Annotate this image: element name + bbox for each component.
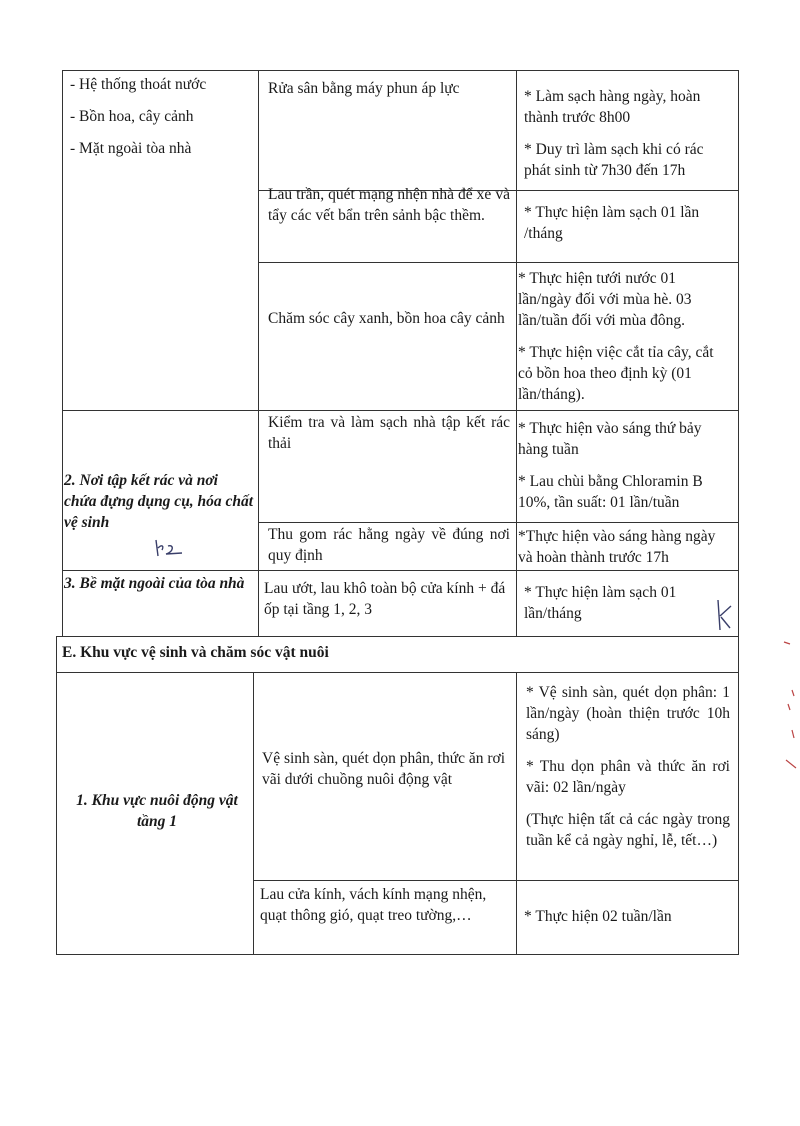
area-item: - Mặt ngoài tòa nhà (70, 140, 192, 157)
frequency-cell: * Làm sạch hàng ngày, hoàn thành trước 8h00 * Duy trì làm sạch khi có rác phát sinh từ 7h30 đến 17h (524, 88, 704, 179)
task-cell: Lau ướt, lau khô toàn bộ cửa kính + đá ốp tại tầng 1, 2, 3 (264, 580, 506, 618)
area-label: 1. Khu vực nuôi động vật tầng 1 (76, 792, 238, 830)
task-cell: Lau cửa kính, vách kính mạng nhện, quạt thông gió, quạt treo tường,… (260, 886, 487, 924)
task-cell: Lau trần, quét mạng nhện nhà để xe và tẩy các vết bẩn trên sảnh bậc thềm. (268, 186, 510, 224)
frequency-cell: * Thực hiện làm sạch 01 lần/tháng (524, 584, 677, 622)
task-cell: Thu gom rác hằng ngày về đúng nơi quy định (268, 526, 510, 564)
scan-artifact (782, 640, 798, 780)
task-cell: Rửa sân bằng máy phun áp lực (268, 80, 460, 97)
task-cell: Chăm sóc cây xanh, bồn hoa cây cảnh (268, 310, 505, 327)
area-item: - Hệ thống thoát nước (70, 76, 207, 93)
initials-mark (712, 598, 734, 632)
frequency-cell: * Thực hiện tưới nước 01 lần/ngày đối với mùa hè. 03 lần/tuần đối với mùa đông. * Thực hiện việc cắt tỉa cây, cắt cỏ bồn hoa theo định kỳ (01 lần/tháng). (518, 270, 714, 403)
frequency-cell: * Vệ sinh sàn, quét dọn phân: 1 lần/ngày (hoàn thiện trước 10h sáng) * Thu dọn phân và thức ăn rơi vãi: 02 lần/ngày (Thực hiện tất cả các ngày trong tuần kể cả ngày nghỉ, lễ, tết…) (526, 684, 730, 849)
task-cell: Kiểm tra và làm sạch nhà tập kết rác thải (268, 414, 510, 452)
area-item: - Bồn hoa, cây cảnh (70, 108, 194, 125)
area-label: 2. Nơi tập kết rác và nơi chứa đựng dụng cụ, hóa chất vệ sinh (64, 472, 254, 531)
frequency-cell: * Thực hiện 02 tuần/lần (524, 908, 672, 925)
section-heading: E. Khu vực vệ sinh và chăm sóc vật nuôi (62, 644, 329, 661)
area-list-cell (70, 74, 255, 159)
frequency-cell: *Thực hiện vào sáng hàng ngày và hoàn thành trước 17h (518, 528, 716, 566)
area-label: 3. Bề mặt ngoài của tòa nhà (64, 575, 245, 592)
initials-mark (152, 536, 188, 560)
frequency-cell: * Thực hiện vào sáng thứ bảy hàng tuần * Lau chùi bằng Chloramin B 10%, tần suất: 01 lần/tuần (518, 420, 703, 511)
frequency-cell: * Thực hiện làm sạch 01 lần /tháng (524, 204, 700, 242)
task-cell: Vệ sinh sàn, quét dọn phân, thức ăn rơi vãi dưới chuồng nuôi động vật (262, 750, 506, 788)
